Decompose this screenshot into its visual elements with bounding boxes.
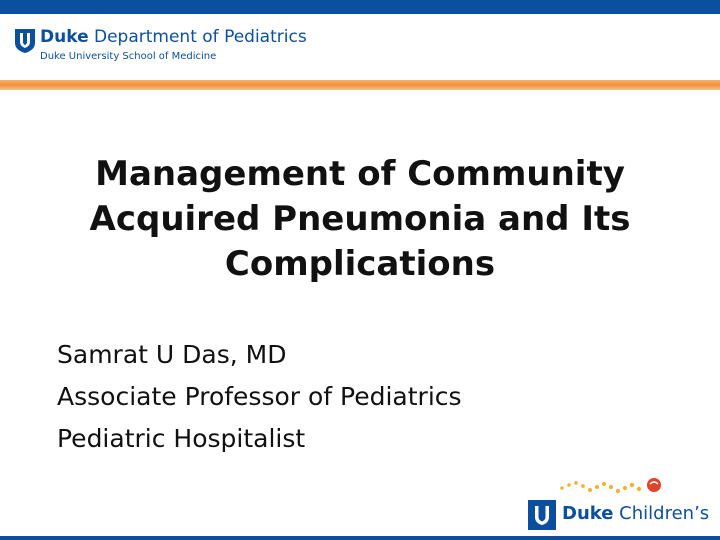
top-blue-bar — [0, 0, 720, 14]
duke-childrens-logo — [562, 503, 709, 524]
slide-title — [40, 152, 680, 287]
title-line-2: Acquired Pneumonia and Its — [89, 199, 631, 239]
duke-childrens-logo-bold: Duke — [562, 503, 614, 524]
orange-divider-band — [0, 80, 720, 90]
duke-shield-icon — [15, 29, 35, 53]
title-line-3: Complications — [224, 244, 496, 284]
duke-childrens-dots-icon — [558, 476, 663, 506]
duke-shield-icon — [528, 500, 556, 530]
bottom-blue-line — [0, 536, 720, 540]
duke-childrens-logo-rest: Children’s — [613, 503, 710, 524]
presenter-title: Associate Professor of Pediatrics — [57, 382, 462, 411]
header-banner — [0, 14, 720, 80]
presenter-role: Pediatric Hospitalist — [57, 424, 306, 453]
presenter-info — [57, 334, 462, 460]
school-name: Duke University School of Medicine — [40, 51, 217, 62]
department-name — [40, 27, 307, 47]
department-name-bold: Duke — [40, 27, 89, 47]
department-name-rest: Department of Pediatrics — [88, 27, 307, 47]
presenter-name: Samrat U Das, MD — [57, 340, 287, 369]
title-line-1: Management of Community — [95, 154, 625, 194]
